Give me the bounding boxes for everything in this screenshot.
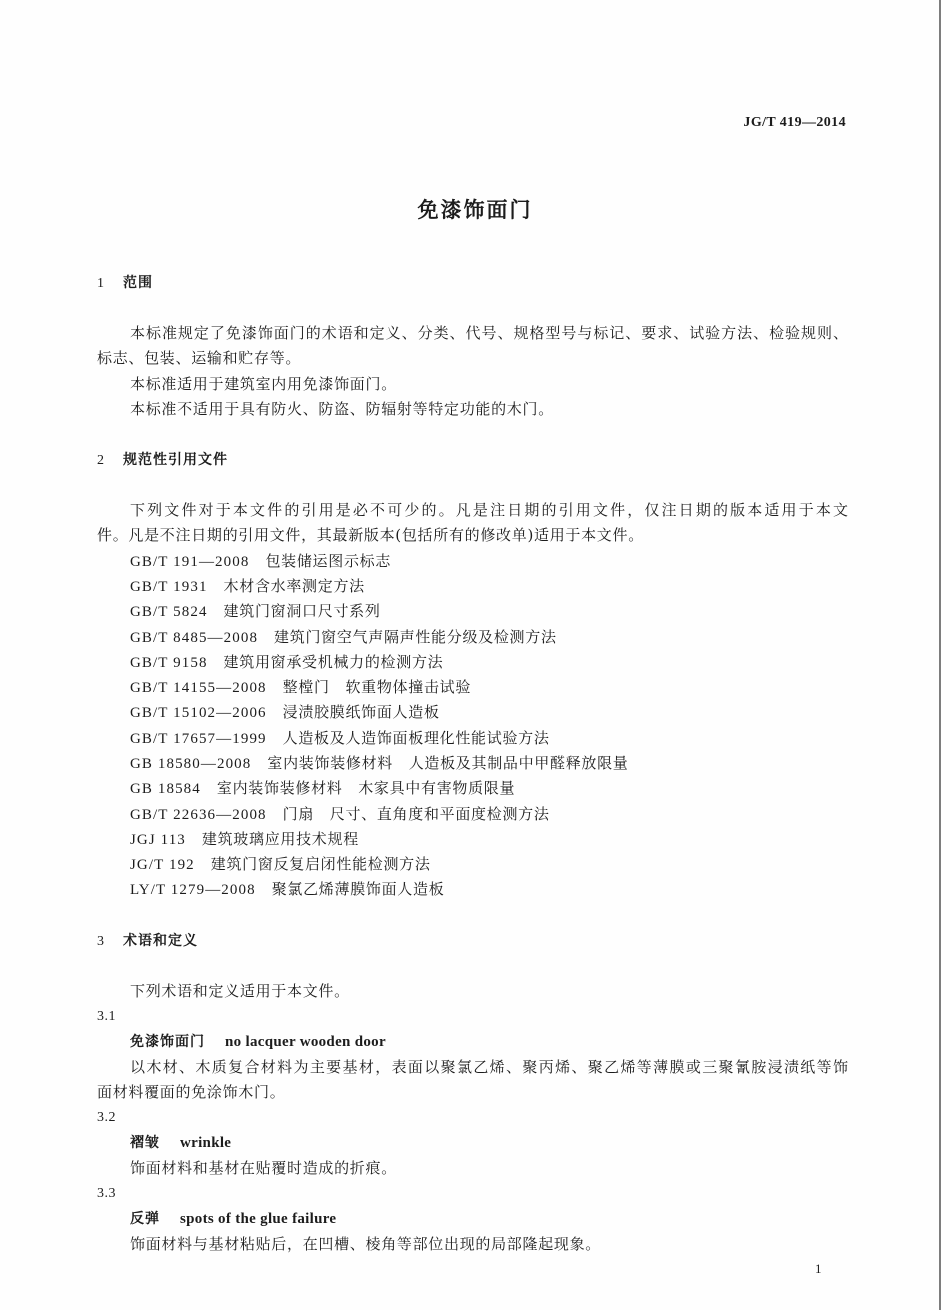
standard-code: JG/T 419—2014 (743, 115, 846, 130)
term-number: 3.3 (97, 1186, 116, 1202)
reference-code: GB 18584 (130, 781, 201, 798)
reference-code: GB/T 191—2008 (130, 553, 250, 570)
term-definition-line: 面材料覆面的免涂饰木门。 (97, 1082, 286, 1101)
term-chinese: 免漆饰面门 (130, 1034, 205, 1051)
scope-paragraph-line: 本标准规定了免漆饰面门的术语和定义、分类、代号、规格型号与标记、要求、试验方法、检验规则、 (130, 323, 848, 342)
reference-title: 整樘门 软重物体撞击试验 (282, 678, 472, 697)
term-chinese: 褶皱 (130, 1135, 160, 1152)
term-english: spots of the glue failure (180, 1211, 337, 1228)
reference-code: GB 18580—2008 (130, 755, 252, 772)
reference-code: GB/T 8485—2008 (130, 629, 259, 646)
reference-title: 聚氯乙烯薄膜饰面人造板 (271, 880, 445, 899)
section-title: 规范性引用文件 (123, 452, 228, 469)
reference-item (97, 877, 848, 902)
reference-item (97, 776, 848, 801)
reference-item (97, 625, 848, 650)
reference-title: 门扇 尺寸、直角度和平面度检测方法 (282, 804, 550, 823)
reference-code: GB/T 15102—2006 (130, 705, 267, 722)
term-heading (97, 1130, 848, 1155)
reference-item (97, 574, 848, 599)
reference-title: 浸渍胶膜纸饰面人造板 (282, 703, 440, 722)
reference-item (97, 599, 848, 624)
section-number: 1 (97, 276, 104, 292)
document-title: 免漆饰面门 (417, 198, 533, 222)
reference-code: GB/T 1931 (130, 578, 208, 595)
term-definition-line: 以木材、木质复合材料为主要基材，表面以聚氯乙烯、聚丙烯、聚乙烯等薄膜或三聚氰胺浸渍纸等饰 (130, 1057, 848, 1076)
reference-code: JG/T 192 (130, 857, 195, 874)
reference-item (97, 827, 848, 852)
section-heading-scope (97, 270, 848, 295)
term-number: 3.2 (97, 1110, 116, 1126)
reference-item (97, 700, 848, 725)
term-number: 3.1 (97, 1008, 116, 1024)
term-english: wrinkle (180, 1135, 232, 1152)
scope-paragraph-line: 标志、包装、运输和贮存等。 (97, 349, 302, 368)
references-intro-line: 件。凡是不注日期的引用文件，其最新版本(包括所有的修改单)适用于本文件。 (97, 526, 644, 545)
term-heading (97, 1206, 848, 1231)
reference-code: GB/T 5824 (130, 604, 208, 621)
reference-title: 建筑门窗洞口尺寸系列 (223, 602, 381, 621)
reference-item (97, 751, 848, 776)
term-chinese: 反弹 (130, 1211, 160, 1228)
reference-code: GB/T 22636—2008 (130, 806, 267, 823)
reference-title: 人造板及人造饰面板理化性能试验方法 (282, 728, 550, 747)
section-title: 范围 (123, 275, 153, 292)
reference-code: GB/T 14155—2008 (130, 680, 267, 697)
reference-code: GB/T 17657—1999 (130, 730, 267, 747)
section-heading-normative-references (97, 447, 848, 472)
reference-item (97, 675, 848, 700)
section-number: 3 (97, 934, 104, 950)
reference-item (97, 802, 848, 827)
reference-code: GB/T 9158 (130, 654, 208, 671)
reference-item (97, 650, 848, 675)
term-definition-line: 饰面材料与基材粘贴后，在凹槽、棱角等部位出现的局部隆起现象。 (130, 1234, 602, 1253)
scope-paragraph-line: 本标准不适用于具有防火、防盗、防辐射等特定功能的木门。 (130, 399, 554, 418)
section-number: 2 (97, 453, 104, 469)
reference-item (97, 726, 848, 751)
reference-title: 木材含水率测定方法 (223, 576, 365, 595)
reference-title: 包装储运图示标志 (265, 551, 392, 570)
references-intro-line: 下列文件对于本文件的引用是必不可少的。凡是注日期的引用文件，仅注日期的版本适用于本文 (130, 501, 848, 520)
term-definition-line: 饰面材料和基材在贴覆时造成的折痕。 (130, 1158, 397, 1177)
section-heading-terms-and-definitions (97, 928, 848, 953)
reference-title: 室内装饰装修材料 人造板及其制品中甲醛释放限量 (267, 753, 629, 772)
term-heading (97, 1029, 848, 1054)
reference-code: JGJ 113 (130, 831, 186, 848)
scope-paragraph-line: 本标准适用于建筑室内用免漆饰面门。 (130, 374, 397, 393)
reference-code: LY/T 1279—2008 (130, 882, 256, 899)
reference-title: 建筑门窗空气声隔声性能分级及检测方法 (274, 627, 557, 646)
terms-intro: 下列术语和定义适用于本文件。 (130, 981, 350, 1000)
term-english: no lacquer wooden door (225, 1034, 386, 1051)
reference-item (97, 549, 848, 574)
reference-title: 建筑门窗反复启闭性能检测方法 (210, 855, 431, 874)
reference-title: 室内装饰装修材料 木家具中有害物质限量 (216, 779, 516, 798)
page-number: 1 (815, 1261, 822, 1276)
reference-item (97, 852, 848, 877)
section-title: 术语和定义 (123, 933, 198, 950)
reference-title: 建筑玻璃应用技术规程 (201, 829, 359, 848)
reference-title: 建筑用窗承受机械力的检测方法 (223, 652, 444, 671)
document-body (97, 270, 848, 1257)
